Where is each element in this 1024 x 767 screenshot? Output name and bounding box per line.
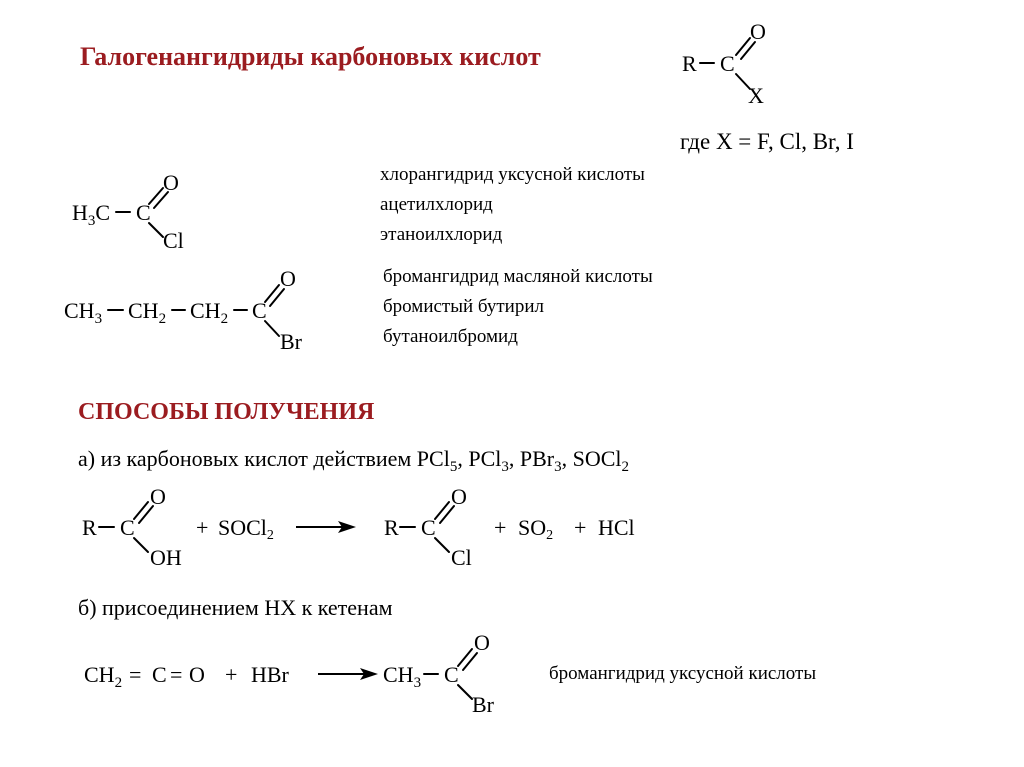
rb-ch3-ch: CH (383, 662, 414, 687)
c2-ch-a: CH (64, 298, 95, 323)
rb-hbr: HBr (251, 662, 289, 687)
ra-socl: SOCl (218, 515, 267, 540)
ra-c: C (120, 515, 135, 540)
general-r: R (682, 51, 697, 76)
rb-br: Br (472, 692, 494, 717)
c1-name-2: ацетилхлорид (380, 194, 493, 215)
c2-ch-c: CH (190, 298, 221, 323)
c2-name-2: бромистый бутирил (383, 296, 544, 317)
bond-ra-coh (134, 538, 148, 552)
method-a-sub3b: 3 (554, 459, 562, 475)
method-a-text: а) из карбоновых кислот действием PCl (78, 446, 450, 471)
bond-general-co-1 (736, 38, 750, 55)
method-a-sub2: 2 (621, 459, 630, 475)
c1-h: H (72, 200, 88, 225)
general-c: C (720, 51, 735, 76)
ra-o: O (150, 484, 166, 509)
general-x: X (748, 83, 764, 108)
c2-name-3: бутаноилбромид (383, 326, 518, 347)
bond-ra-co-2 (139, 506, 153, 523)
rb-c: C (152, 662, 167, 687)
c2-sub2-b: 2 (220, 311, 229, 327)
ra-plus1: + (196, 515, 209, 540)
ra-o2: O (451, 484, 467, 509)
rb-eq2: = (170, 662, 183, 687)
c2-name-1: бромангидрид масляной кислоты (383, 266, 653, 287)
bond-c2-cbr (265, 321, 279, 336)
methods-heading: СПОСОБЫ ПОЛУЧЕНИЯ (78, 399, 375, 425)
rb-c2: C (444, 662, 459, 687)
rb-o: O (189, 662, 205, 687)
ra-c2: C (421, 515, 436, 540)
rb-ch-sub: 2 (114, 675, 123, 691)
bond-general-co-2 (741, 42, 755, 59)
reaction-arrows (296, 521, 378, 680)
bond-rb-co-1 (458, 649, 472, 666)
method-a-sep2: , PBr (508, 446, 555, 471)
method-b-label: б) присоединением HX к кетенам (78, 595, 393, 620)
c2-sub2-a: 2 (158, 311, 167, 327)
bond-c2-co-2 (270, 289, 284, 306)
c1-name-3: этаноилхлорид (380, 224, 503, 245)
rb-ch: CH (84, 662, 115, 687)
general-o: O (750, 19, 766, 44)
method-a-sub3: 3 (501, 459, 509, 475)
ra-plus3: + (574, 515, 587, 540)
bond-ra2-co-2 (440, 506, 454, 523)
c2-ch-b: CH (128, 298, 159, 323)
bond-c1-ccl (149, 223, 163, 237)
ra-r: R (82, 515, 97, 540)
ra-hcl: HCl (598, 515, 635, 540)
ra-r2: R (384, 515, 399, 540)
ra-plus2: + (494, 515, 507, 540)
ra-oh: OH (150, 545, 182, 570)
c2-br: Br (280, 329, 302, 354)
slide-title: Галогенангидриды карбоновых кислот (80, 42, 541, 71)
bond-ra-co-1 (134, 502, 148, 519)
rb-eq1: = (129, 662, 142, 687)
bond-general-cx (736, 74, 750, 89)
rb-ch3-sub: 3 (413, 675, 422, 691)
ra-socl-sub: 2 (266, 528, 274, 543)
c1-o: O (163, 170, 179, 195)
c2-sub3: 3 (94, 311, 103, 327)
c1-c1: C (95, 200, 111, 225)
bond-ra2-ccl (435, 538, 449, 552)
rb-name: бромангидрид уксусной кислоты (549, 663, 817, 684)
bond-ra2-co-1 (435, 502, 449, 519)
c2-o: O (280, 266, 296, 291)
bond-rb-cbr (458, 685, 472, 699)
c1-cl: Cl (163, 228, 184, 253)
method-a-sep1: , PCl (457, 446, 502, 471)
bond-c2-co-1 (265, 285, 279, 302)
c1-h-sub: 3 (87, 213, 96, 229)
rb-plus: + (225, 662, 238, 687)
ra-so-sub: 2 (546, 528, 554, 543)
rb-o2: O (474, 630, 490, 655)
ra-cl: Cl (451, 545, 472, 570)
method-a-sep3: , SOCl (561, 446, 622, 471)
c1-c2: C (136, 200, 151, 225)
method-a-sub5: 5 (449, 459, 458, 475)
ra-so: SO (518, 515, 547, 540)
c1-name-1: хлорангидрид уксусной кислоты (380, 164, 645, 185)
general-where: где X = F, Cl, Br, I (680, 129, 854, 154)
bond-rb-co-2 (463, 653, 477, 670)
c2-c: C (252, 298, 267, 323)
